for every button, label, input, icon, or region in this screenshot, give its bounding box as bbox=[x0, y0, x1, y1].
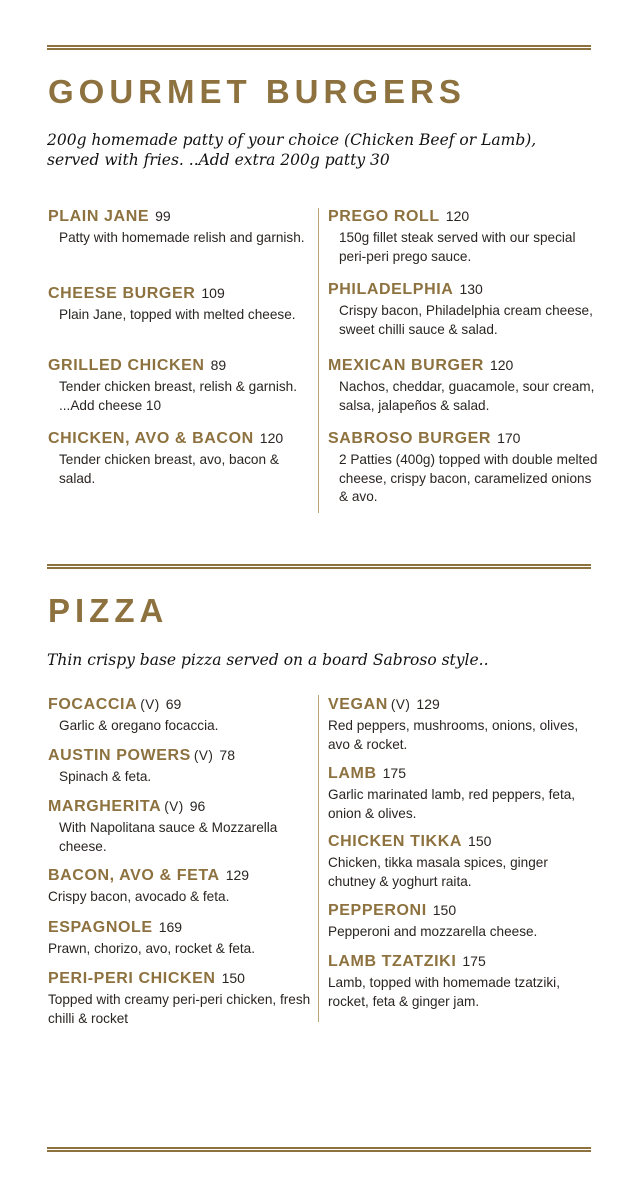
menu-item-header bbox=[328, 902, 598, 920]
menu-item-name: PLAIN JANE bbox=[48, 208, 150, 225]
menu-item-name: LAMB bbox=[328, 765, 377, 782]
menu-item bbox=[48, 285, 318, 325]
menu-item-description: Chicken, tikka masala spices, ginger chutney & yoghurt raita. bbox=[328, 855, 548, 889]
menu-item bbox=[328, 902, 598, 942]
menu-item bbox=[328, 696, 598, 754]
vegetarian-badge: (V) bbox=[193, 748, 214, 763]
menu-item-price: 130 bbox=[459, 281, 483, 297]
menu-item-description: Prawn, chorizo, avo, rocket & feta. bbox=[48, 941, 256, 956]
menu-item-description: Spinach & feta. bbox=[59, 769, 152, 784]
menu-item-description: Tender chicken breast, avo, bacon & salad. bbox=[59, 452, 279, 486]
menu-item bbox=[328, 430, 598, 507]
menu-item-name: PHILADELPHIA bbox=[328, 281, 454, 298]
menu-item-name: FOCACCIA bbox=[48, 696, 138, 713]
menu-item-name: LAMB TZATZIKI bbox=[328, 953, 457, 970]
menu-item bbox=[48, 430, 318, 488]
column-divider bbox=[318, 208, 319, 513]
menu-item-header bbox=[328, 208, 598, 226]
menu-item-name: PREGO ROLL bbox=[328, 208, 440, 225]
burgers-subtitle-line1: 200g homemade patty of your choice (Chicken Beef or Lamb), bbox=[47, 131, 537, 149]
menu-item-name: VEGAN bbox=[328, 696, 388, 713]
menu-item-name: CHICKEN TIKKA bbox=[328, 833, 463, 850]
menu-item-description: Pepperoni and mozzarella cheese. bbox=[328, 924, 538, 939]
menu-item bbox=[48, 357, 318, 415]
menu-item-price: 175 bbox=[382, 765, 406, 781]
menu-item-price: 109 bbox=[201, 285, 225, 301]
menu-item-price: 120 bbox=[445, 208, 470, 224]
menu-item-description: Nachos, cheddar, guacamole, sour cream, salsa, jalapeños & salad. bbox=[339, 379, 595, 413]
menu-item-name: GRILLED CHICKEN bbox=[48, 357, 205, 374]
menu-item-description: Patty with homemade relish and garnish. bbox=[59, 230, 305, 245]
menu-item-header bbox=[328, 696, 598, 714]
vegetarian-badge: (V) bbox=[140, 697, 160, 712]
menu-item-description: Plain Jane, topped with melted cheese. bbox=[59, 307, 296, 322]
divider-rule-middle bbox=[47, 564, 591, 569]
menu-item-name: PEPPERONI bbox=[328, 902, 427, 919]
menu-item bbox=[48, 970, 318, 1028]
menu-item-price: 69 bbox=[165, 696, 182, 712]
menu-item-price: 169 bbox=[158, 919, 183, 935]
menu-item-name: BACON, AVO & FETA bbox=[48, 867, 220, 884]
menu-item-name: CHEESE BURGER bbox=[48, 285, 196, 302]
menu-item-header bbox=[328, 357, 598, 375]
menu-item-price: 120 bbox=[489, 357, 514, 373]
menu-item-header bbox=[328, 765, 598, 783]
menu-item-name: SABROSO BURGER bbox=[328, 430, 492, 447]
menu-item bbox=[328, 281, 598, 339]
menu-item-name: CHICKEN, AVO & BACON bbox=[48, 430, 254, 447]
menu-item-description: Garlic & oregano focaccia. bbox=[59, 718, 219, 733]
menu-item-name: AUSTIN POWERS bbox=[48, 747, 191, 764]
menu-item-description: Red peppers, mushrooms, onions, olives, avo & rocket. bbox=[328, 718, 579, 752]
menu-item-price: 129 bbox=[225, 867, 250, 883]
menu-item bbox=[48, 208, 318, 248]
menu-item-price: 129 bbox=[416, 696, 440, 712]
menu-item-name: MEXICAN BURGER bbox=[328, 357, 484, 374]
menu-item-price: 78 bbox=[219, 747, 235, 763]
menu-item bbox=[48, 867, 318, 907]
menu-item-description: Crispy bacon, Philadelphia cream cheese, sweet chilli sauce & salad. bbox=[339, 303, 593, 337]
menu-item-header bbox=[48, 747, 318, 765]
menu-item-description: Tender chicken breast, relish & garnish. ...Add cheese 10 bbox=[59, 379, 298, 413]
menu-item-description: With Napolitana sauce & Mozzarella cheese. bbox=[59, 820, 278, 854]
menu-item-header bbox=[328, 833, 598, 851]
menu-item bbox=[48, 747, 318, 787]
column-divider bbox=[318, 695, 319, 1022]
menu-item bbox=[328, 208, 598, 266]
menu-item-price: 120 bbox=[259, 430, 284, 446]
menu-item bbox=[328, 833, 598, 891]
menu-item-description: Crispy bacon, avocado & feta. bbox=[48, 889, 230, 904]
menu-item-description: Lamb, topped with homemade tzatziki, rocket, feta & ginger jam. bbox=[328, 975, 560, 1009]
menu-item-price: 150 bbox=[468, 833, 492, 849]
divider-rule-bottom bbox=[47, 1147, 591, 1152]
menu-item-description: 2 Patties (400g) topped with double melted cheese, crispy bacon, caramelized onions & avo. bbox=[339, 452, 598, 504]
menu-item-header bbox=[48, 970, 318, 988]
pizza-subtitle: Thin crispy base pizza served on a board Sabroso style.. bbox=[47, 651, 489, 669]
menu-item-header bbox=[48, 430, 318, 448]
menu-item-name: ESPAGNOLE bbox=[48, 919, 153, 936]
menu-item-price: 170 bbox=[497, 430, 521, 446]
menu-item-description: Topped with creamy peri-peri chicken, fresh chilli & rocket bbox=[48, 992, 311, 1026]
burgers-subtitle bbox=[47, 130, 607, 170]
section-title-burgers: GOURMET BURGERS bbox=[48, 73, 466, 110]
menu-item-description: 150g fillet steak served with our special peri-peri prego sauce. bbox=[339, 230, 576, 264]
section-title-pizza: PIZZA bbox=[48, 592, 169, 629]
vegetarian-badge: (V) bbox=[164, 799, 184, 814]
menu-item-header bbox=[328, 430, 598, 448]
vegetarian-badge: (V) bbox=[390, 697, 411, 712]
menu-item-price: 89 bbox=[210, 357, 227, 373]
burgers-subtitle-line2: served with fries. ..Add extra 200g patty 30 bbox=[47, 151, 390, 169]
menu-item-description: Garlic marinated lamb, red peppers, feta, onion & olives. bbox=[328, 787, 576, 821]
divider-rule-top bbox=[47, 45, 591, 50]
menu-item bbox=[48, 919, 318, 959]
menu-item-header bbox=[48, 357, 318, 375]
menu-item-name: MARGHERITA bbox=[48, 798, 162, 815]
menu-item bbox=[328, 953, 598, 1011]
menu-item-price: 96 bbox=[189, 798, 206, 814]
menu-item-price: 150 bbox=[432, 902, 457, 918]
menu-item bbox=[328, 357, 598, 415]
menu-item-header bbox=[48, 919, 318, 937]
menu-item-name: PERI-PERI CHICKEN bbox=[48, 970, 216, 987]
menu-item-header bbox=[48, 867, 318, 885]
menu-item-price: 175 bbox=[462, 953, 486, 969]
menu-item-header bbox=[48, 285, 318, 303]
menu-item-price: 150 bbox=[221, 970, 245, 986]
menu-item bbox=[48, 696, 318, 736]
menu-item-header bbox=[328, 953, 598, 971]
menu-item-header bbox=[48, 208, 318, 226]
menu-item-header bbox=[48, 798, 318, 816]
menu-item bbox=[48, 798, 318, 856]
menu-item-header bbox=[328, 281, 598, 299]
menu-item-price: 99 bbox=[155, 208, 171, 224]
menu-item bbox=[328, 765, 598, 823]
menu-item-header bbox=[48, 696, 318, 714]
